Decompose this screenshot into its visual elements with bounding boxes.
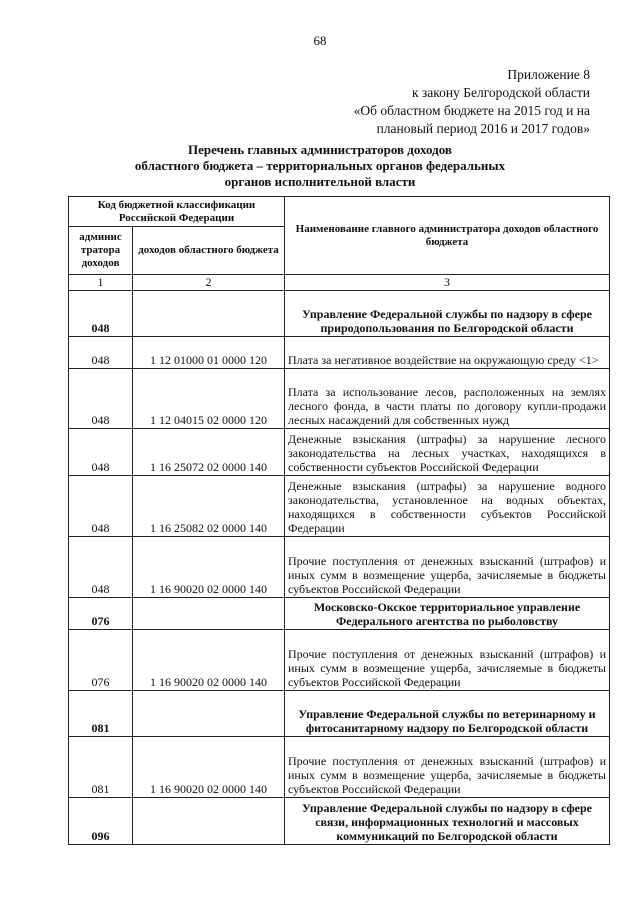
table-row (69, 537, 610, 598)
title-line: Перечень главных администраторов доходов (188, 142, 452, 157)
document-title (60, 142, 580, 190)
table-row (69, 630, 610, 691)
appendix-line: «Об областном бюджете на 2015 год и на (353, 103, 590, 118)
table-row (69, 429, 610, 476)
revenue-code: 1 16 25082 02 0000 140 (133, 476, 285, 537)
table-row (69, 337, 610, 369)
admin-code: 048 (69, 537, 133, 598)
table-row (69, 798, 610, 845)
revenue-name: Денежные взыскания (штрафы) за нарушение лесного законодательства на лесных участках, находящихся в собственности субъектов Российской Федерации (285, 429, 610, 476)
appendix-line: к закону Белгородской области (412, 85, 590, 100)
table-row (69, 691, 610, 737)
revenue-code: 1 16 90020 02 0000 140 (133, 737, 285, 798)
header-revenue: доходов областного бюджета (133, 227, 285, 275)
header-col-number: 3 (285, 275, 610, 291)
administrator-name: Управление Федеральной службы по надзору в сфере связи, информационных технологий и массовых коммуникаций по Белгородской области (285, 798, 610, 845)
admin-code: 081 (69, 737, 133, 798)
revenue-code (133, 798, 285, 845)
admin-code: 096 (69, 798, 133, 845)
title-line: областного бюджета – территориальных органов федеральных (134, 158, 506, 173)
administrator-name: Управление Федеральной службы по надзору в сфере природопользования по Белгородской области (285, 291, 610, 337)
revenue-code: 1 12 04015 02 0000 120 (133, 369, 285, 429)
appendix-line: Приложение 8 (507, 67, 590, 82)
admin-code: 076 (69, 630, 133, 691)
revenue-code: 1 12 01000 01 0000 120 (133, 337, 285, 369)
administrator-name: Московско-Окское территориальное управление Федерального агентства по рыболовству (285, 598, 610, 630)
admin-code: 076 (69, 598, 133, 630)
revenue-name: Плата за негативное воздействие на окружающую среду <1> (285, 337, 610, 369)
table-row (69, 476, 610, 537)
revenue-code (133, 291, 285, 337)
admin-code: 081 (69, 691, 133, 737)
revenue-code: 1 16 25072 02 0000 140 (133, 429, 285, 476)
revenue-name: Прочие поступления от денежных взысканий (штрафов) и иных сумм в возмещение ущерба, зачисляемые в бюджеты субъектов Российской Федерации (285, 630, 610, 691)
header-col-number: 1 (69, 275, 133, 291)
appendix-line: плановый период 2016 и 2017 годов» (376, 121, 590, 136)
revenue-name: Прочие поступления от денежных взысканий (штрафов) и иных сумм в возмещение ущерба, зачисляемые в бюджеты субъектов Российской Федерации (285, 737, 610, 798)
admin-code: 048 (69, 337, 133, 369)
table-row (69, 369, 610, 429)
header-admin: админис тратора доходов (69, 227, 133, 275)
appendix-note (354, 66, 590, 138)
admin-code: 048 (69, 476, 133, 537)
admin-code: 048 (69, 429, 133, 476)
revenue-name: Плата за использование лесов, расположенных на землях лесного фонда, в части платы по договору купли-продажи лесных насаждений для собственных нужд (285, 369, 610, 429)
page-number: 68 (313, 33, 327, 48)
header-code-group: Код бюджетной классификации Российской Федерации (69, 197, 285, 227)
revenue-name: Денежные взыскания (штрафы) за нарушение водного законодательства, установленное на водных объектах, находящихся в собственности субъектов Российской Федерации (285, 476, 610, 537)
header-col-number: 2 (133, 275, 285, 291)
revenue-name: Прочие поступления от денежных взысканий (штрафов) и иных сумм в возмещение ущерба, зачисляемые в бюджеты субъектов Российской Федерации (285, 537, 610, 598)
revenue-code (133, 691, 285, 737)
header-name: Наименование главного администратора доходов областного бюджета (285, 197, 610, 275)
table-row (69, 737, 610, 798)
revenue-code: 1 16 90020 02 0000 140 (133, 630, 285, 691)
revenue-code (133, 598, 285, 630)
revenue-code: 1 16 90020 02 0000 140 (133, 537, 285, 598)
title-line: органов исполнительной власти (224, 174, 416, 189)
table-row (69, 598, 610, 630)
admin-code: 048 (69, 291, 133, 337)
table-row (69, 291, 610, 337)
admin-code: 048 (69, 369, 133, 429)
administrator-name: Управление Федеральной службы по ветеринарному и фитосанитарному надзору по Белгородской области (285, 691, 610, 737)
administrators-table (68, 196, 610, 845)
